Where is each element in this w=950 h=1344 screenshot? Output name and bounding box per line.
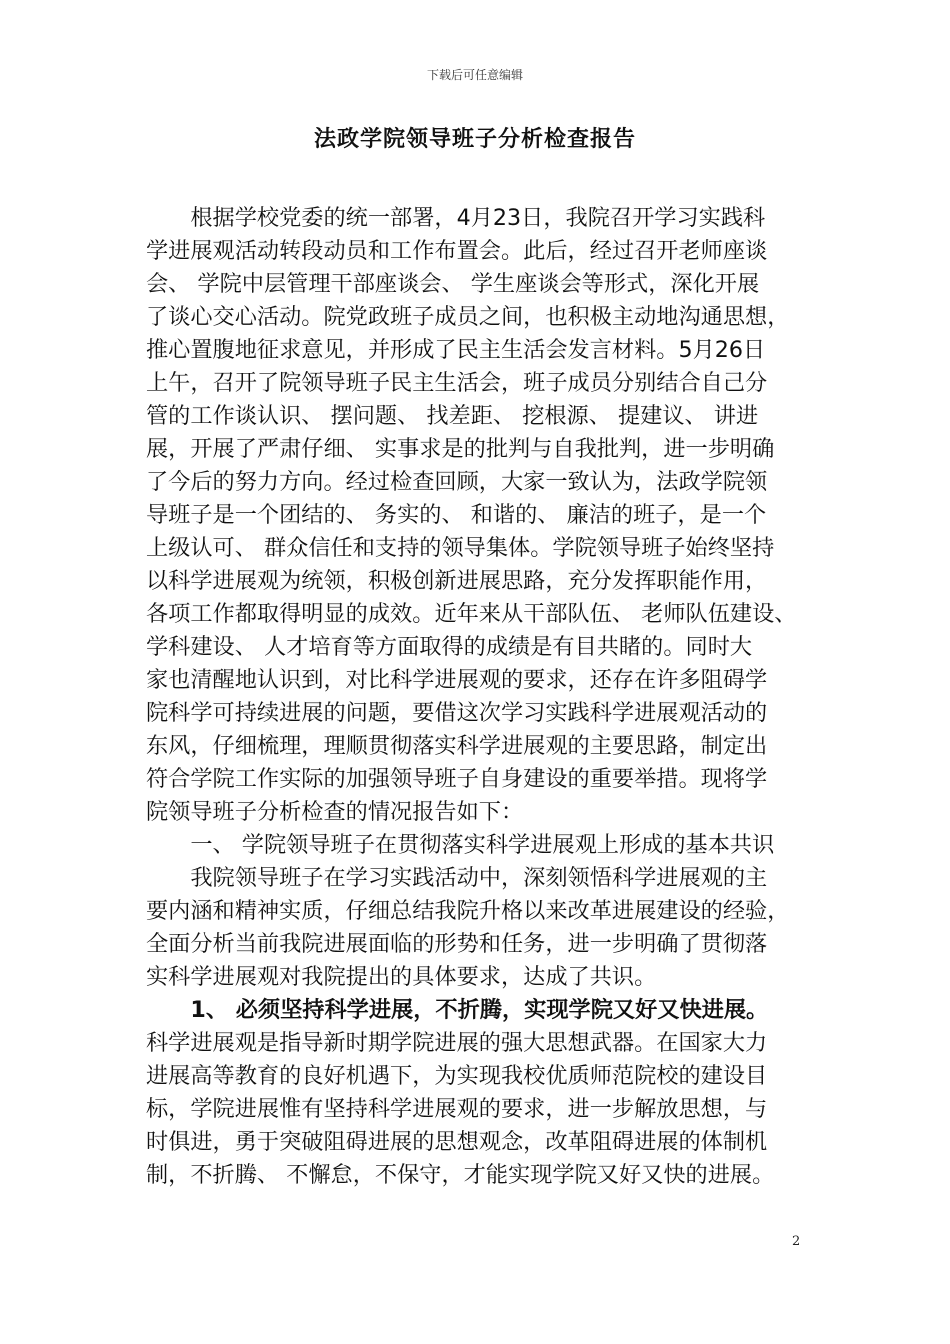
body-line: 学科建设、 人才培育等方面取得的成绩是有目共睹的。同时大 [146, 634, 753, 660]
body-line: 以科学进展观为统领，积极创新进展思路，充分发挥职能作用， [146, 568, 768, 594]
document-body [146, 202, 810, 1192]
body-line: 院领导班子分析检查的情况报告如下： [146, 799, 524, 825]
document-title: 法政学院领导班子分析检查报告 [313, 127, 636, 152]
body-line: 时俱进，勇于突破阻碍进展的思想观念，改革阻碍进展的体制机 [146, 1129, 768, 1155]
subsection-heading: 1、 必须坚持科学进展，不折腾，实现学院又好又快进展。 [146, 997, 769, 1023]
body-line: 上级认可、 群众信任和支持的领导集体。学院领导班子始终坚持 [146, 535, 775, 561]
body-line: 进展高等教育的良好机遇下，为实现我校优质师范院校的建设目 [146, 1063, 768, 1089]
body-line: 展，开展了严肃仔细、 实事求是的批判与自我批判，进一步明确 [146, 436, 775, 462]
body-line: 各项工作都取得明显的成效。近年来从干部队伍、 老师队伍建设、 [146, 601, 797, 627]
body-line: 我院领导班子在学习实践活动中，深刻领悟科学进展观的主 [146, 865, 768, 891]
body-line: 会、 学院中层管理干部座谈会、 学生座谈会等形式，深化开展 [146, 271, 760, 297]
body-line: 实科学进展观对我院提出的具体要求，达成了共识。 [146, 964, 657, 990]
body-line: 了谈心交心活动。院党政班子成员之间，也积极主动地沟通思想， [146, 304, 790, 330]
body-line: 学进展观活动转段动员和工作布置会。此后，经过召开老师座谈 [146, 238, 768, 264]
body-line: 制，不折腾、 不懈怠，不保守，才能实现学院又好又快的进展。 [146, 1162, 775, 1188]
body-line: 上午，召开了院领导班子民主生活会，班子成员分别结合自己分 [146, 370, 768, 396]
body-line: 导班子是一个团结的、 务实的、 和谐的、 廉洁的班子，是一个 [146, 502, 767, 528]
body-line: 全面分析当前我院进展面临的形势和任务，进一步明确了贯彻落 [146, 931, 768, 957]
section-heading: 一、 学院领导班子在贯彻落实科学进展观上形成的基本共识 [146, 832, 775, 858]
body-line: 院科学可持续进展的问题，要借这次学习实践科学进展观活动的 [146, 700, 768, 726]
body-line: 东风，仔细梳理，理顺贯彻落实科学进展观的主要思路，制定出 [146, 733, 768, 759]
body-line: 家也清醒地认识到，对比科学进展观的要求，还存在许多阻碍学 [146, 667, 768, 693]
body-line: 要内涵和精神实质，仔细总结我院升格以来改革进展建设的经验， [146, 898, 790, 924]
body-line: 科学进展观是指导新时期学院进展的强大思想武器。在国家大力 [146, 1030, 768, 1056]
body-line: 了今后的努力方向。经过检查回顾，大家一致认为，法政学院领 [146, 469, 768, 495]
body-line: 符合学院工作实际的加强领导班子自身建设的重要举措。现将学 [146, 766, 768, 792]
page-number: 2 [792, 1234, 801, 1249]
body-line: 推心置腹地征求意见，并形成了民主生活会发言材料。5月26日 [146, 337, 766, 363]
body-line: 管的工作谈认识、 摆问题、 找差距、 挖根源、 提建议、 讲进 [146, 403, 759, 429]
page-header-note: 下载后可任意编辑 [426, 68, 523, 82]
body-line: 标，学院进展惟有坚持科学进展观的要求，进一步解放思想，与 [146, 1096, 768, 1122]
body-line: 根据学校党委的统一部署，4月23日，我院召开学习实践科 [146, 205, 766, 231]
